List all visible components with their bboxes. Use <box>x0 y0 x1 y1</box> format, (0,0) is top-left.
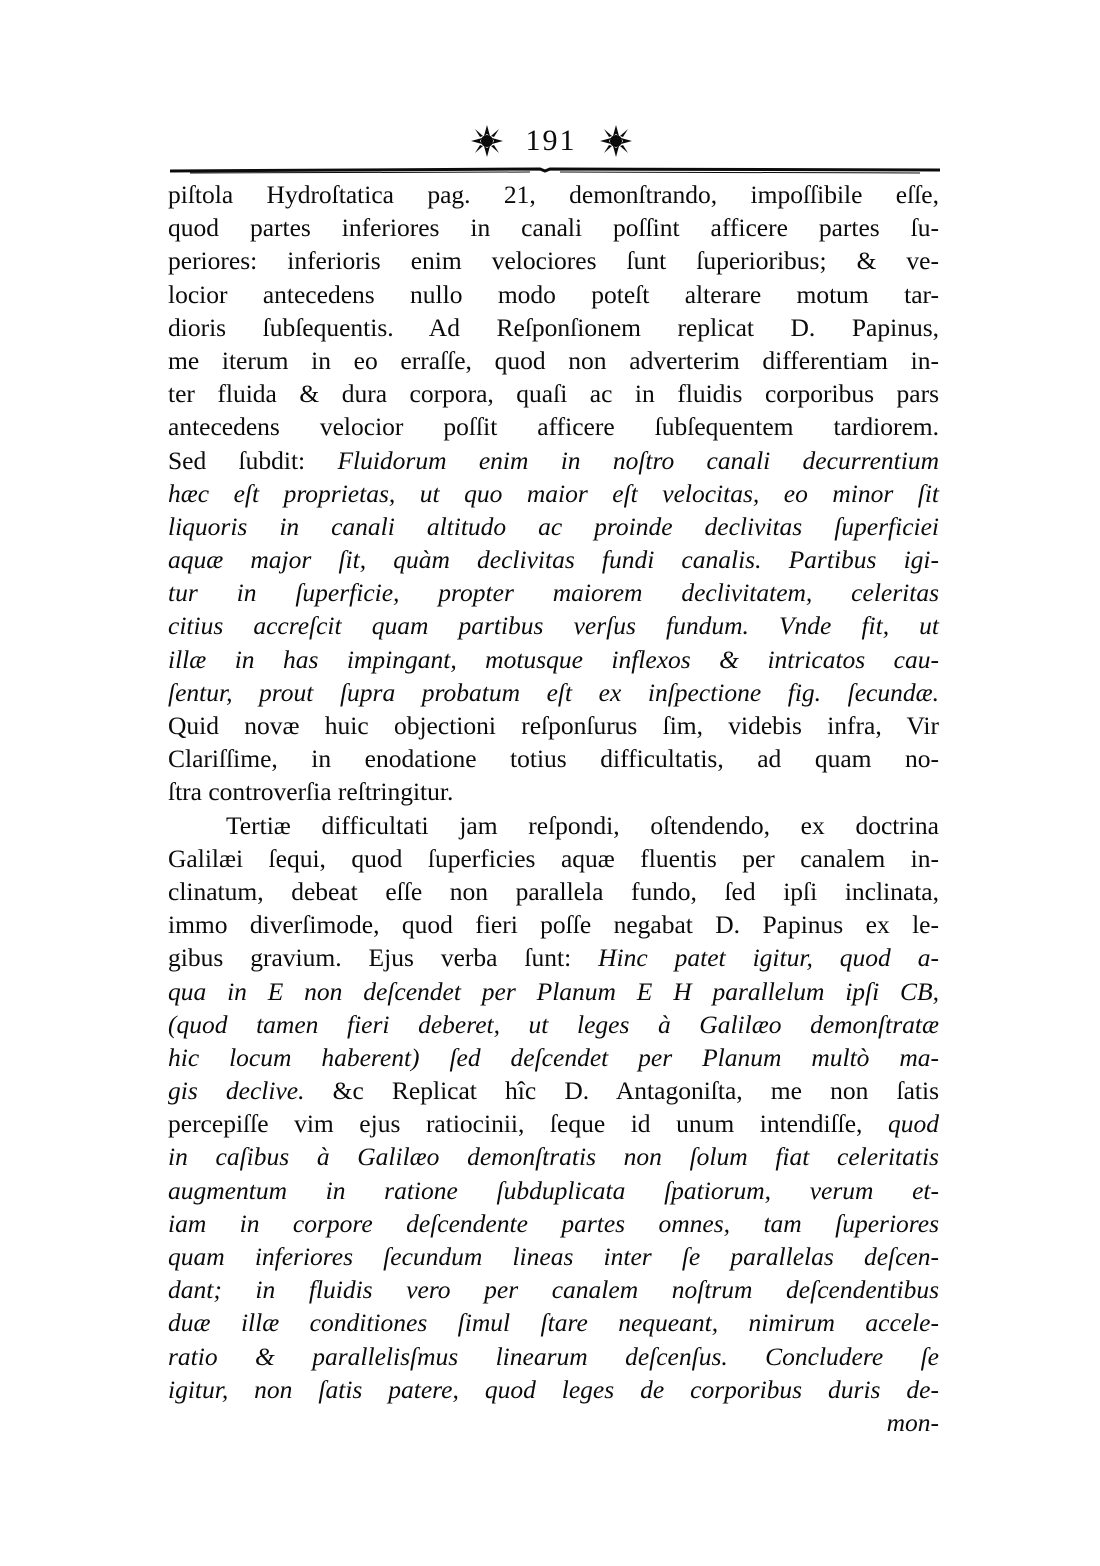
italic-text: in caſibus à Galilæo demonſtratis non ſolum fiat celeritatis <box>168 1142 939 1172</box>
roman-text: me iterum in eo erraſſe, quod non adverterim differentiam in- <box>168 345 939 375</box>
text-line <box>168 278 939 311</box>
text-line <box>168 1140 939 1173</box>
text-line <box>168 444 939 477</box>
text-line <box>168 1041 939 1074</box>
italic-text: quam inferiores ſecundum lineas inter ſe parallelas deſcen- <box>168 1242 939 1271</box>
text-line <box>168 344 939 377</box>
italic-text: aquæ major ſit, quàm declivitas fundi canalis. Partibus igi- <box>168 545 939 575</box>
text-line <box>168 1306 939 1339</box>
roman-text: quod partes inferiores in canali poſſint afficere partes ſu- <box>168 213 939 243</box>
text-line <box>168 377 939 410</box>
header-rule <box>170 163 940 177</box>
roman-text: immo diverſimode, quod fieri poſſe negabat D. Papinus ex le- <box>168 910 939 940</box>
text-line <box>168 1406 939 1439</box>
roman-text: gibus gravium. Ejus verba ſunt: <box>168 943 599 973</box>
text-line <box>168 775 939 808</box>
italic-text: tur in ſuperficie, propter maiorem declivitatem, celeritas <box>168 578 939 608</box>
italic-text: citius accreſcit quam partibus verſus fundum. Vnde fit, ut <box>168 611 939 641</box>
text-line <box>168 211 939 244</box>
italic-text: illæ in has impingant, motusque inflexos & intricatos cau- <box>168 644 939 674</box>
text-line <box>168 1273 939 1306</box>
fleuron-icon <box>599 124 633 158</box>
text-line <box>168 609 939 642</box>
roman-text: dioris ſubſequentis. Ad Reſponſionem replicat D. Papinus, <box>168 312 939 342</box>
italic-text: duæ illæ conditiones ſimul ſtare nequeant, nimirum accele- <box>168 1308 939 1338</box>
text-line <box>168 510 939 543</box>
text-line <box>168 477 939 510</box>
italic-text: iam in corpore deſcendente partes omnes, tam ſuperiores <box>168 1208 939 1238</box>
text-line <box>168 941 939 974</box>
italic-text: ſentur, prout ſupra probatum eſt ex inſpectione fig. ſecundæ. <box>168 677 939 707</box>
roman-text: ſtra controverſia reſtringitur. <box>168 777 454 807</box>
text-line <box>168 875 939 908</box>
italic-text: ratio & parallelisſmus linearum deſcenſus. Concludere ſe <box>168 1341 939 1371</box>
text-line <box>168 410 939 443</box>
text-line <box>168 576 939 609</box>
roman-text: &c Replicat hîc D. Antagoniſta, me non ſatis <box>332 1076 939 1106</box>
italic-text: Hinc patet igitur, quod a- <box>598 943 939 973</box>
roman-text: percepiſſe vim ejus ratiocinii, ſeque id unum intendiſſe, <box>168 1109 888 1139</box>
text-line <box>168 1008 939 1041</box>
italic-text: mon- <box>886 1407 939 1437</box>
italic-text: hæc eſt proprietas, ut quo maior eſt velocitas, eo minor ſit <box>168 478 939 508</box>
text-line <box>168 676 939 709</box>
italic-text: (quod tamen fieri deberet, ut leges à Galilæo demonſtratæ <box>168 1009 939 1039</box>
text-line <box>168 311 939 344</box>
italic-text: liquoris in canali altitudo ac proinde declivitas ſuperficiei <box>168 511 939 541</box>
text-line <box>168 1340 939 1373</box>
roman-text: Tertiæ difficultati jam reſpondi, oſtendendo, ex doctrina <box>226 810 939 840</box>
text-line <box>168 809 939 842</box>
roman-text: Quid novæ huic objectioni reſponſurus ſim, videbis infra, Vir <box>168 711 939 740</box>
italic-text: gis declive. <box>168 1076 333 1106</box>
italic-text: hic locum haberent) ſed deſcendet per Planum multò ma- <box>168 1042 939 1072</box>
roman-text: periores: inferioris enim velociores ſunt ſuperioribus; & ve- <box>168 246 939 276</box>
text-line <box>168 1074 939 1107</box>
roman-text: clinatum, debeat eſſe non parallela fundo, ſed ipſi inclinata, <box>168 876 939 906</box>
text-line <box>168 244 939 277</box>
text-line <box>168 1207 939 1240</box>
text-line <box>168 908 939 941</box>
fleuron-icon <box>470 124 504 158</box>
italic-text: augmentum in ratione ſubduplicata ſpatiorum, verum et- <box>168 1175 939 1205</box>
text-line <box>168 543 939 576</box>
text-line <box>168 1107 939 1140</box>
page-header <box>0 118 1100 168</box>
roman-text: locior antecedens nullo modo poteſt alterare motum tar- <box>168 279 939 309</box>
text-line <box>168 1240 939 1273</box>
roman-text: ter fluida & dura corpora, quaſi ac in fluidis corporibus pars <box>168 379 939 409</box>
page-text <box>168 178 939 1439</box>
text-line <box>168 975 939 1008</box>
italic-text: qua in E non deſcendet per Planum E H parallelum ipſi CB, <box>168 976 939 1006</box>
roman-text: Galilæi ſequi, quod ſuperficies aquæ fluentis per canalem in- <box>168 843 939 873</box>
text-line <box>168 742 939 775</box>
italic-text: Fluidorum enim in noſtro canali decurrentium <box>337 445 939 475</box>
text-line <box>168 1373 939 1406</box>
page-number: 191 <box>525 124 577 157</box>
roman-text: antecedens velocior poſſit afficere ſubſequentem tardiorem. <box>168 412 939 442</box>
text-line <box>168 178 939 211</box>
text-line <box>168 709 939 742</box>
text-line <box>168 1174 939 1207</box>
roman-text: piſtola Hydroſtatica pag. 21, demonſtrando, impoſſibile eſſe, <box>168 180 939 209</box>
italic-text: quod <box>888 1109 939 1139</box>
roman-text: Sed ſubdit: <box>168 445 338 475</box>
text-line <box>168 643 939 676</box>
italic-text: igitur, non ſatis patere, quod leges de corporibus duris de- <box>168 1374 939 1404</box>
italic-text: dant; in fluidis vero per canalem noſtrum deſcendentibus <box>168 1275 939 1305</box>
text-line <box>168 842 939 875</box>
roman-text: Clariſſime, in enodatione totius difficultatis, ad quam no- <box>168 744 939 774</box>
